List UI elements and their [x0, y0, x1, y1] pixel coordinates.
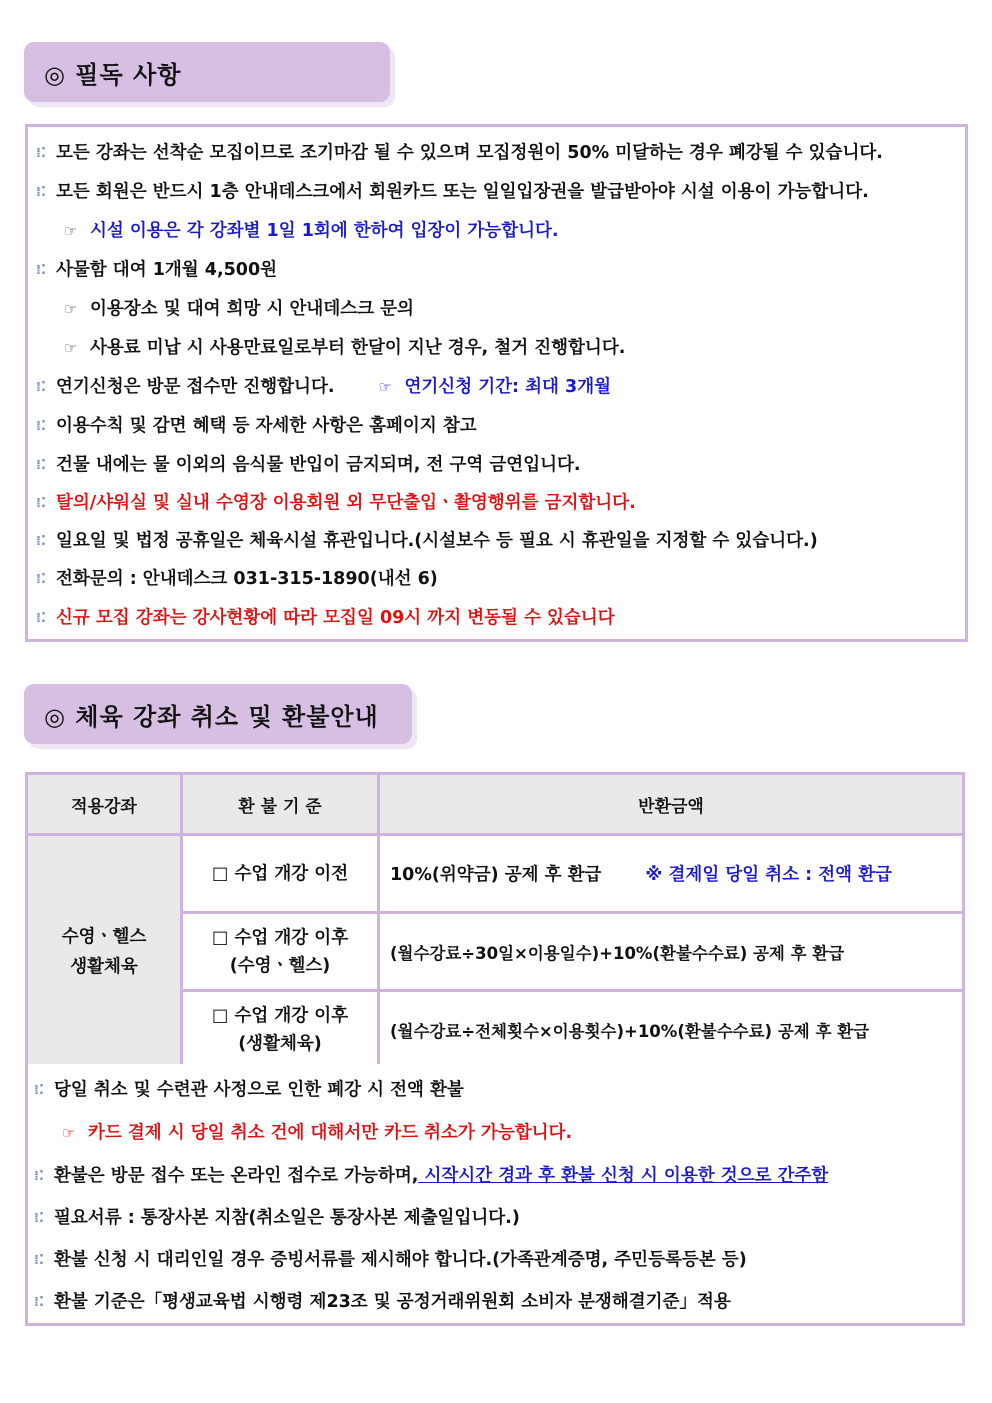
refund-section-title: ◎ 체육 강좌 취소 및 환불안내 [44, 702, 379, 731]
dotted-bullet-icon: ⁞⁚ [34, 1082, 44, 1098]
criteria-text: □ 수업 개강 이전 [211, 863, 349, 884]
notice-item: ⁞⁚ 이용수칙 및 감면 혜택 등 자세한 사항은 홈페이지 참고 [36, 416, 477, 436]
refund-section-header [24, 684, 412, 744]
notice-item: ⁞⁚ 일요일 및 법정 공휴일은 체육시설 휴관입니다.(시설보수 등 필요 시 휴관일을 지정할 수 있습니다.) [36, 531, 818, 551]
dotted-bullet-icon: ⁞⁚ [36, 184, 46, 200]
amount-cell: (월수강료÷30일×이용일수)+10%(환불수수료) 공제 후 환급 [379, 913, 964, 991]
dotted-bullet-icon: ⁞⁚ [34, 1210, 44, 1226]
notice-item: ⁞⁚ 모든 강좌는 선착순 모집이므로 조기마감 될 수 있으며 모집정원이 50% 미달하는 경우 폐강될 수 있습니다. [36, 143, 883, 163]
dotted-bullet-icon: ⁞⁚ [36, 571, 46, 587]
amount-cell [379, 835, 964, 913]
refund-note: ⁞⁚ 필요서류 : 통장사본 지참(취소일은 통장사본 제출일입니다.) [34, 1208, 520, 1228]
criteria-subtext: (생활체육) [238, 1033, 322, 1054]
notice-item: ⁞⁚ 건물 내에는 물 이외의 음식물 반입이 금지되며, 전 구역 금연입니다. [36, 455, 581, 475]
criteria-text: □ 수업 개강 이후 [211, 927, 349, 948]
notice-subitem: ☞ 사용료 미납 시 사용만료일로부터 한달이 지난 경우, 철거 진행합니다. [64, 338, 626, 358]
dotted-bullet-icon: ⁞⁚ [36, 457, 46, 473]
column-header: 반환금액 [379, 774, 964, 835]
notice-item: ⁞⁚ 연기신청은 방문 접수만 진행합니다. ☞ 연기신청 기간: 최대 3개월 [36, 377, 612, 397]
postpone-period-note: 연기신청 기간: 최대 3개월 [404, 377, 612, 397]
refund-note: ⁞⁚ 환불 기준은「평생교육법 시행령 제23조 및 공정거래위원회 소비자 분쟁해결기준」적용 [34, 1292, 731, 1312]
column-header: 환 불 기 준 [182, 774, 379, 835]
pointing-hand-icon: ☞ [62, 1124, 76, 1142]
notice-subitem: ☞ 시설 이용은 각 강좌별 1일 1회에 한하여 입장이 가능합니다. [64, 221, 559, 241]
dotted-bullet-icon: ⁞⁚ [34, 1294, 44, 1310]
refund-note: ⁞⁚ 당일 취소 및 수련관 사정으로 인한 폐강 시 전액 환불 [34, 1080, 464, 1100]
pointing-hand-icon: ☞ [378, 378, 392, 396]
dotted-bullet-icon: ⁞⁚ [36, 262, 46, 278]
dotted-bullet-icon: ⁞⁚ [36, 418, 46, 434]
refund-note: ⁞⁚ 환불 신청 시 대리인일 경우 증빙서류를 제시해야 합니다.(가족관계증명, 주민등록등본 등) [34, 1250, 747, 1270]
notice-item-warning: ⁞⁚ 신규 모집 강좌는 강사현황에 따라 모집일 09시 까지 변동될 수 있습니다 [36, 608, 615, 628]
refund-note: ⁞⁚ 환불은 방문 접수 또는 온라인 접수로 가능하며, 시작시간 경과 후 환불 신청 시 이용한 것으로 간주함 [34, 1166, 829, 1186]
dotted-bullet-icon: ⁞⁚ [36, 145, 46, 161]
refund-subnote: ☞ 카드 결제 시 당일 취소 건에 대해서만 카드 취소가 가능합니다. [62, 1123, 573, 1143]
course-cell [27, 835, 182, 1069]
criteria-subtext: (수영ㆍ헬스) [229, 955, 331, 976]
dotted-bullet-icon: ⁞⁚ [36, 379, 46, 395]
notice-item: ⁞⁚ 모든 회원은 반드시 1층 안내데스크에서 회원카드 또는 일일입장권을 발급받아야 시설 이용이 가능합니다. [36, 182, 869, 202]
notice-item: ⁞⁚ 사물함 대여 1개월 4,500원 [36, 260, 278, 280]
criteria-cell [182, 991, 379, 1069]
criteria-text: □ 수업 개강 이후 [211, 1005, 349, 1026]
notice-section-title: ◎ 필독 사항 [44, 60, 182, 89]
pointing-hand-icon: ☞ [64, 300, 78, 318]
notice-item-phone: ⁞⁚ 전화문의 : 안내데스크 031-315-1890(내선 6) [36, 569, 438, 589]
dotted-bullet-icon: ⁞⁚ [36, 495, 46, 511]
same-day-cancel-note: ※ 결제일 당일 취소 : 전액 환급 [645, 865, 892, 885]
dotted-bullet-icon: ⁞⁚ [36, 533, 46, 549]
criteria-cell [182, 835, 379, 913]
notice-subitem: ☞ 이용장소 및 대여 희망 시 안내데스크 문의 [64, 299, 414, 319]
amount-cell: (월수강료÷전체횟수×이용횟수)+10%(환불수수료) 공제 후 환급 [379, 991, 964, 1069]
amount-text: 10%(위약금) 공제 후 환급 [390, 865, 602, 885]
notice-section-header [24, 42, 390, 102]
dotted-bullet-icon: ⁞⁚ [36, 610, 46, 626]
course-name-line: 수영ㆍ헬스 [61, 926, 147, 947]
criteria-cell [182, 913, 379, 991]
refund-table [25, 772, 965, 1070]
pointing-hand-icon: ☞ [64, 222, 78, 240]
table-header-row [27, 774, 964, 835]
refund-notes-box [25, 1064, 965, 1326]
column-header: 적용강좌 [27, 774, 182, 835]
refund-time-policy-link[interactable]: 시작시간 경과 후 환불 신청 시 이용한 것으로 간주함 [418, 1166, 829, 1186]
pointing-hand-icon: ☞ [64, 339, 78, 357]
notice-box [25, 124, 968, 642]
table-row [27, 835, 964, 913]
dotted-bullet-icon: ⁞⁚ [34, 1168, 44, 1184]
course-name-line: 생활체육 [70, 956, 138, 977]
notice-item-warning: ⁞⁚ 탈의/샤워실 및 실내 수영장 이용회원 외 무단출입ㆍ촬영행위를 금지합니다. [36, 493, 636, 513]
dotted-bullet-icon: ⁞⁚ [34, 1252, 44, 1268]
